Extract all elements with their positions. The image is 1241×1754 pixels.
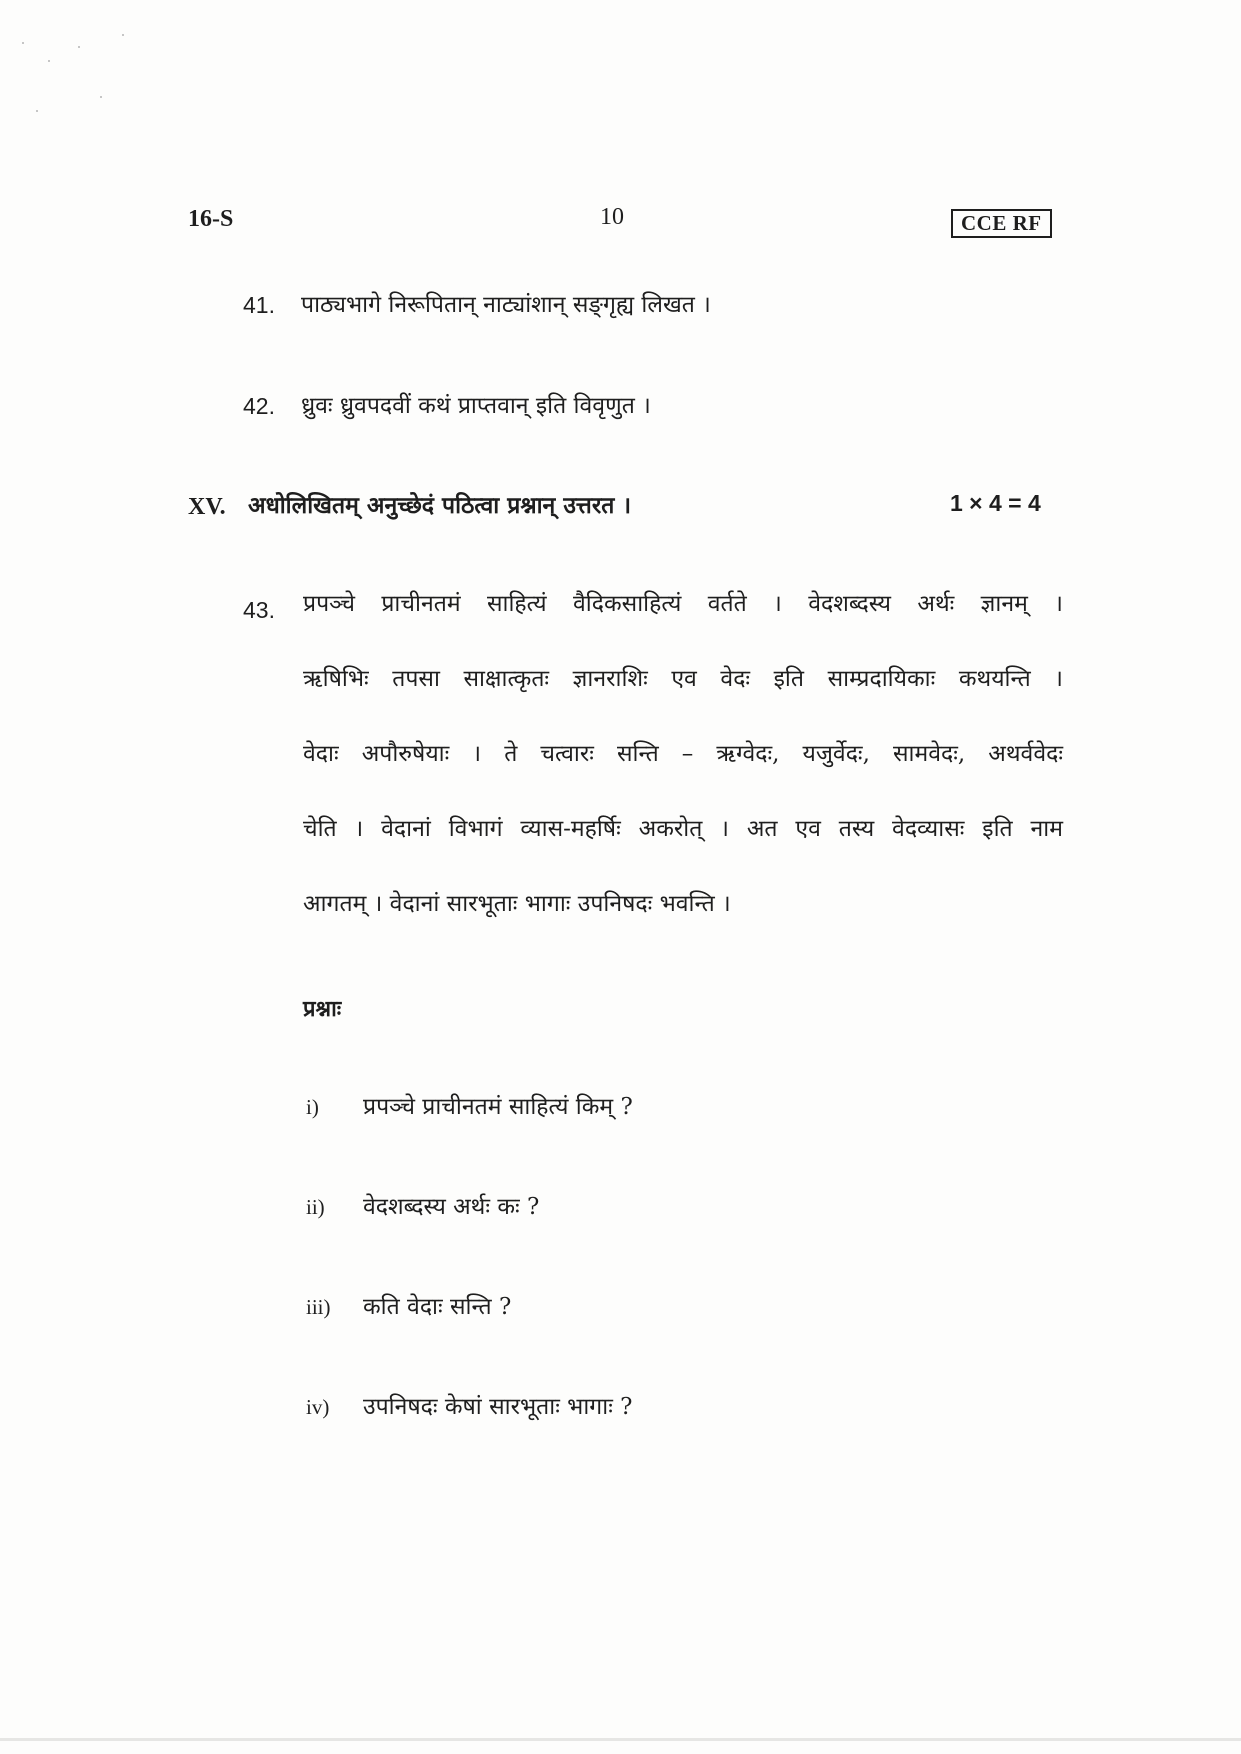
sub-question-label: ii) <box>306 1195 325 1219</box>
sub-question-text: वेदशब्दस्य अर्थः कः ? <box>363 1194 540 1220</box>
scan-speck <box>22 42 24 44</box>
question-number: 43. <box>243 597 275 623</box>
passage-line: प्रपञ्चे प्राचीनतमं साहित्यं वैदिकसाहित्यं वर्तते । वेदशब्दस्य अर्थः ज्ञानम् । <box>303 591 1063 617</box>
sub-question-label: i) <box>306 1095 319 1119</box>
question-number: 42. <box>243 393 275 419</box>
scan-speck <box>48 60 50 62</box>
passage-line: आगतम् । वेदानां सारभूताः भागाः उपनिषदः भवन्ति । <box>303 891 731 917</box>
section-title: अधोलिखितम् अनुच्छेदं पठित्वा प्रश्नान् उत्तरत । <box>248 492 632 519</box>
question-text: पाठ्यभागे निरूपितान् नाट्यांशान् सङ्गृह्य लिखत । <box>301 292 711 318</box>
sub-question-label: iv) <box>306 1395 330 1419</box>
sub-question-label: iii) <box>306 1295 331 1319</box>
scan-speck <box>100 96 102 98</box>
passage-line: वेदाः अपौरुषेयाः । ते चत्वारः सन्ति – ऋग्वेदः, यजुर्वेदः, सामवेदः, अथर्ववेदः <box>303 741 1063 767</box>
section-number: XV. <box>188 494 226 520</box>
scan-edge-line <box>0 1738 1241 1741</box>
paper-code: 16-S <box>188 206 234 232</box>
series-badge: CCE RF <box>951 209 1052 238</box>
scan-speck <box>122 34 124 36</box>
sub-question-text: प्रपञ्चे प्राचीनतमं साहित्यं किम् ? <box>363 1094 633 1120</box>
section-marks: 1 × 4 = 4 <box>950 490 1041 516</box>
page-number: 10 <box>600 204 624 230</box>
questions-heading: प्रश्नाः <box>303 996 342 1022</box>
sub-question-text: उपनिषदः केषां सारभूताः भागाः ? <box>363 1394 633 1420</box>
question-number: 41. <box>243 292 275 318</box>
passage-line: ऋषिभिः तपसा साक्षात्कृतः ज्ञानराशिः एव वेदः इति साम्प्रदायिकाः कथयन्ति । <box>303 666 1063 692</box>
question-text: ध्रुवः ध्रुवपदवीं कथं प्राप्तवान् इति विवृणुत । <box>301 393 651 419</box>
scan-speck <box>78 46 80 48</box>
scan-speck <box>36 110 38 112</box>
sub-question-text: कति वेदाः सन्ति ? <box>363 1294 512 1320</box>
passage-line: चेति । वेदानां विभागं व्यास-महर्षिः अकरोत् । अत एव तस्य वेदव्यासः इति नाम <box>303 816 1063 842</box>
